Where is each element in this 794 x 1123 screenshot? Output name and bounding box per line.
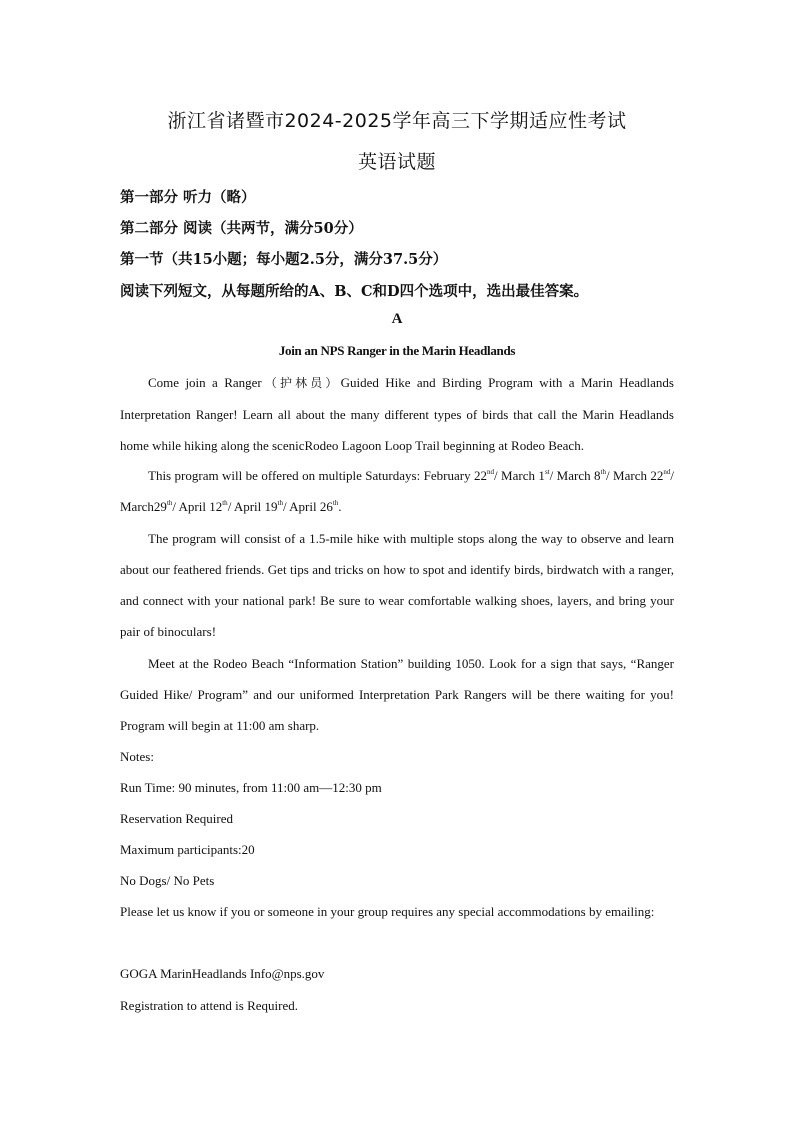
date-1-suffix: nd <box>487 468 495 476</box>
part1-heading: 第一部分 听力（略） <box>120 189 256 206</box>
date-7: / April 19 <box>227 499 278 514</box>
reading-instruction: 阅读下列短文，从每题所给的A、B、C和D四个选项中，选出最佳答案。 <box>120 283 589 300</box>
passage-letter: A <box>391 311 403 327</box>
date-4-suffix: nd <box>663 468 671 476</box>
passage-title: Join an NPS Ranger in the Marin Headlands <box>278 343 516 358</box>
paragraph-2-dates <box>120 460 674 522</box>
date-7-suffix: th <box>277 499 283 507</box>
date-2-suffix: st <box>544 468 550 476</box>
note-reservation: Reservation Required <box>120 811 233 826</box>
date-1: February 22 <box>423 468 488 483</box>
p1-text-start: Come join a Ranger <box>148 375 262 390</box>
date-5: / March29 <box>120 468 675 514</box>
p2-intro: This program will be offered on multiple Saturdays: <box>148 468 421 483</box>
document-subtitle: 英语试题 <box>357 151 436 173</box>
document-title: 浙江省诸暨市2024-2025学年高三下学期适应性考试 <box>167 110 627 132</box>
date-5-suffix: th <box>166 499 173 507</box>
paragraph-4: Meet at the Rodeo Beach “Information Station” building 1050. Look for a sign that says, “Ranger Guided Hike/ Program” and our uniformed Interpretation Park Rangers will be there waiting for you! Program will begin at 11:00 am sharp. <box>120 656 674 733</box>
note-pets: No Dogs/ No Pets <box>120 873 215 888</box>
paragraph-3: The program will consist of a 1.5-mile hike with multiple stops along the way to observe and learn about our feathered friends. Get tips and tricks on how to spot and identify birds, birdwatch with a ranger, and connect with your national park! Be sure to wear comfortable walking shoes, layers, and bring your pair of binoculars! <box>120 531 674 639</box>
date-3-suffix: th <box>600 468 606 476</box>
p1-text-rest: Guided Hike and Birding Program with a Marin Headlands Interpretation Ranger! Learn all about the many different types of birds that call the Marin Headlands home while hiking along the scenicRodeo Lagoon Loop Trail beginning at Rodeo Beach. <box>120 375 674 453</box>
date-8-suffix: th <box>332 499 339 507</box>
date-2: / March 1 <box>494 468 545 483</box>
notes-heading: Notes: <box>120 749 154 764</box>
note-max-participants: Maximum participants:20 <box>120 842 255 857</box>
date-8: / April 26 <box>282 499 333 514</box>
note-run-time: Run Time: 90 minutes, from 11:00 am—12:30 pm <box>120 780 382 795</box>
note-email: GOGA MarinHeadlands Info@nps.gov <box>120 966 325 981</box>
date-6-suffix: th <box>222 499 228 507</box>
paragraph-1 <box>120 367 674 461</box>
p2-end: . <box>338 499 342 514</box>
date-4: / March 22 <box>605 468 664 483</box>
p1-chinese-gloss: （护林员） <box>261 376 341 390</box>
date-3: / March 8 <box>549 468 601 483</box>
date-6: / April 12 <box>172 499 223 514</box>
note-registration: Registration to attend is Required. <box>120 998 298 1013</box>
part2-heading: 第二部分 阅读（共两节，满分50分） <box>120 220 363 237</box>
section1-heading: 第一节（共15小题；每小题2.5分，满分37.5分） <box>120 251 448 268</box>
note-accommodations: Please let us know if you or someone in your group requires any special accommodations by emailing: <box>120 904 655 919</box>
